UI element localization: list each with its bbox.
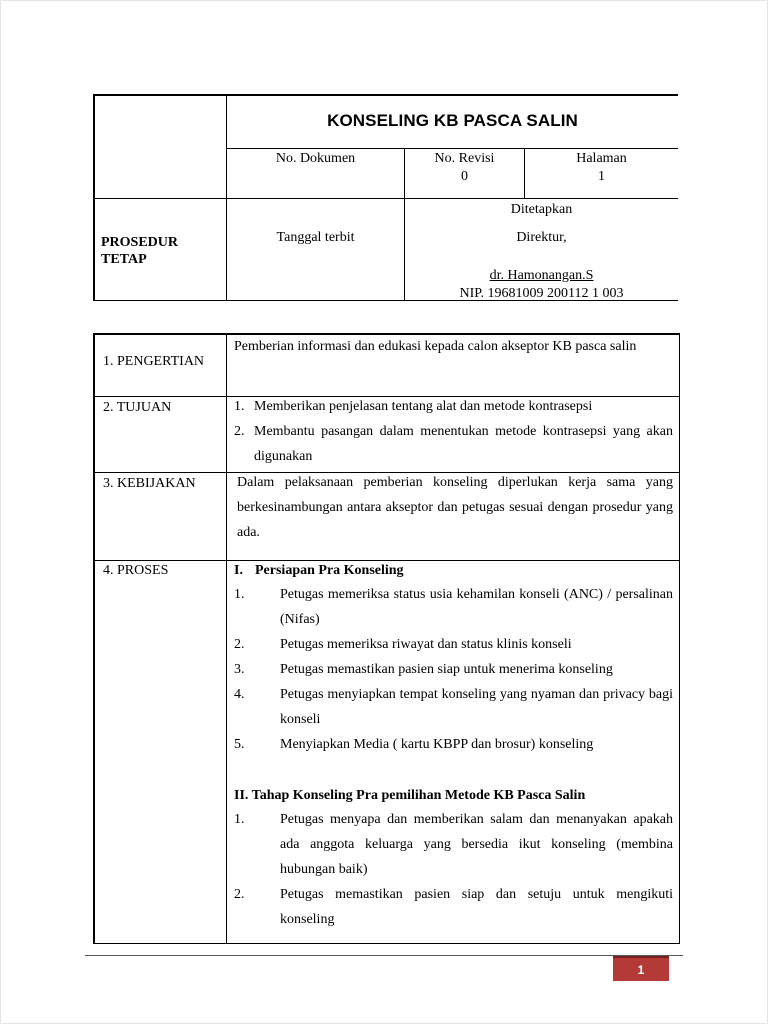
tujuan-item [234,419,673,469]
proses-part2-title-text: Tahap Konseling Pra pemilihan Metode KB Pasca Salin [251,788,586,803]
item-text: Petugas memeriksa status usia kehamilan konseli (ANC) / persalinan (Nifas) [280,587,673,627]
header-divider-horizontal-1 [226,148,678,149]
proses-part1-list [234,582,673,757]
item-number: 1. [234,587,245,602]
prosedur-line-1: PROSEDUR [101,235,179,250]
proses-part2-list [234,807,673,932]
proses-part1-item [234,582,673,632]
item-number: 5. [234,737,245,752]
kebijakan-text: Dalam pelaksanaan pemberian konseling diperlukan kerja sama yang berkesinambungan antara akseptor dan petugas sesuai dengan prosedur yang ada. [237,475,673,540]
tujuan-item-number: 2. [234,424,245,439]
item-text: Petugas memastikan pasien siap untuk menerima konseling [280,662,613,677]
page-cell [525,150,678,186]
tujuan-item-text: Membantu pasangan dalam menentukan metode kontrasepsi yang akan digunakan [254,424,673,464]
proses-part1-numeral: I. [234,563,243,578]
item-text: Menyiapkan Media ( kartu KBPP dan brosur) konseling [280,737,594,752]
item-number: 1. [234,812,245,827]
footer-rule [85,955,683,956]
proses-part1-item [234,682,673,732]
kebijakan-label: 3. KEBIJAKAN [103,476,196,491]
director-name: dr. Hamonangan.S [489,268,594,283]
proses-part1-title [234,560,673,582]
body-border-bottom [93,943,680,944]
proses-part1-item [234,732,673,757]
item-number: 2. [234,887,245,902]
document-title: KONSELING KB PASCA SALIN [327,111,578,130]
proses-part1-item [234,657,673,682]
page-number-badge: 1 [613,956,669,981]
proses-part1-title-text: Persiapan Pra Konseling [255,563,404,578]
body-border-right [679,333,680,944]
item-text: Petugas menyapa dan memberikan salam dan menanyakan apakah ada anggota keluarga yang bersedia ikut konseling (membina hubungan baik) [280,812,673,877]
doc-number-label: No. Dokumen [275,151,356,166]
header-table [93,94,678,301]
proses-part2-item [234,807,673,882]
kebijakan-content [237,470,673,545]
item-number: 3. [234,662,245,677]
proses-part2-item [234,882,673,932]
section-spacer [234,757,673,785]
body-column-divider [226,333,227,944]
page-label: Halaman [576,151,627,166]
item-text: Petugas memeriksa riwayat dan status klinis konseli [280,637,572,652]
revision-cell [405,150,524,186]
page-value: 1 [598,169,605,184]
director-label: Direktur, [516,230,567,245]
revision-label: No. Revisi [434,151,495,166]
tujuan-item-text: Memberikan penjelasan tentang alat dan metode kontrasepsi [254,399,593,414]
prosedur-tetap-label [101,234,178,268]
issue-date-label: Tanggal terbit [276,230,355,245]
pengertian-label: 1. PENGERTIAN [103,354,205,369]
proses-content [234,560,673,932]
pengertian-content [234,334,673,359]
item-number: 4. [234,687,245,702]
procedure-table [93,333,680,944]
proses-part2-numeral: II. [234,788,249,803]
approved-label: Ditetapkan [510,202,573,217]
body-border-left [93,333,95,944]
item-text: Petugas memastikan pasien siap dan setuju untuk mengikuti konseling [280,887,673,927]
tujuan-label: 2. TUJUAN [103,400,172,415]
item-number: 2. [234,637,245,652]
tujuan-list [234,394,673,469]
tujuan-item [234,394,673,419]
director-nip: NIP. 19681009 200112 1 003 [459,286,624,301]
item-text: Petugas menyiapkan tempat konseling yang nyaman dan privacy bagi konseli [280,687,673,727]
revision-value: 0 [461,169,468,184]
pengertian-text: Pemberian informasi dan edukasi kepada calon akseptor KB pasca salin [234,339,637,354]
tujuan-item-number: 1. [234,399,245,414]
proses-part1-item [234,632,673,657]
proses-label: 4. PROSES [103,563,169,578]
header-divider-horizontal-2 [93,198,678,199]
tujuan-content [234,394,673,469]
proses-part2-title [234,785,673,807]
prosedur-line-2: TETAP [101,252,147,267]
